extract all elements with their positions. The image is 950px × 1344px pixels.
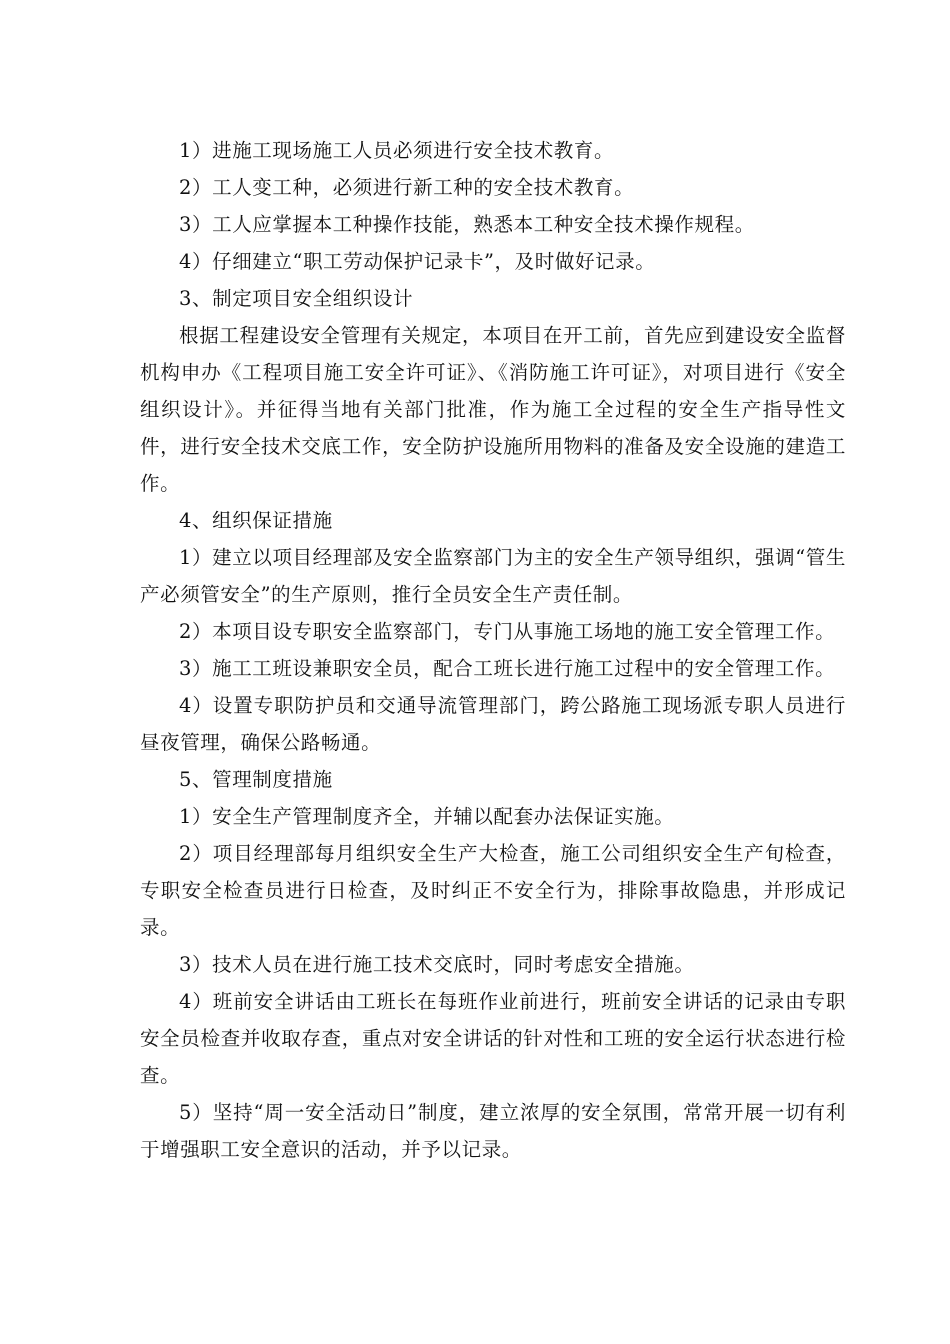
list-item-inspections: 2）项目经理部每月组织安全生产大检查，施工公司组织安全生产旬检查，专职安全检查员进行日检查，及时纠正不安全行为，排除事故隐患，并形成记录。 xyxy=(140,842,846,939)
list-item-leadership: 1）建立以项目经理部及安全监察部门为主的安全生产领导组织，强调“管生产必须管安全”的生产原则，推行全员安全生产责任制。 xyxy=(140,546,846,606)
list-item-monday-activity: 5）坚持“周一安全活动日”制度，建立浓厚的安全氛围，常常开展一切有利于增强职工安全意识的活动，并予以记录。 xyxy=(140,1101,846,1161)
list-item-skills: 3）工人应掌握本工种操作技能，熟悉本工种安全技术操作规程。 xyxy=(179,213,755,236)
section-heading-4: 4、组织保证措施 xyxy=(179,509,333,532)
body-paragraph-design: 根据工程建设安全管理有关规定，本项目在开工前，首先应到建设安全监督机构申办《工程项目施工安全许可证》、《消防施工许可证》，对项目进行《安全组织设计》。并征得当地有关部门批准，作为施工全过程的安全生产指导性文件，进行安全技术交底工作，安全防护设施所用物料的准备及安全设施的建造工作。 xyxy=(140,324,846,495)
list-item-education: 1）进施工现场施工人员必须进行安全技术教育。 xyxy=(179,139,615,162)
list-item-rules: 1）安全生产管理制度齐全，并辅以配套办法保证实施。 xyxy=(179,805,675,828)
document-page xyxy=(140,132,846,1168)
list-item-traffic: 4）设置专职防护员和交通导流管理部门，跨公路施工现场派专职人员进行昼夜管理，确保公路畅通。 xyxy=(140,694,846,754)
list-item-pre-shift-talk: 4）班前安全讲话由工班长在每班作业前进行，班前安全讲话的记录由专职安全员检查并收取存查，重点对安全讲话的针对性和工班的安全运行状态进行检查。 xyxy=(140,990,846,1087)
section-heading-5: 5、管理制度措施 xyxy=(179,768,333,791)
section-heading-3: 3、制定项目安全组织设计 xyxy=(179,287,414,310)
list-item-protection-card: 4）仔细建立“职工劳动保护记录卡”，及时做好记录。 xyxy=(179,250,656,273)
list-item-safety-officer: 3）施工工班设兼职安全员，配合工班长进行施工过程中的安全管理工作。 xyxy=(179,657,836,680)
list-item-technical-briefing: 3）技术人员在进行施工技术交底时，同时考虑安全措施。 xyxy=(179,953,695,976)
list-item-job-change: 2）工人变工种，必须进行新工种的安全技术教育。 xyxy=(179,176,635,199)
list-item-supervision-dept: 2）本项目设专职安全监察部门，专门从事施工场地的施工安全管理工作。 xyxy=(179,620,836,643)
